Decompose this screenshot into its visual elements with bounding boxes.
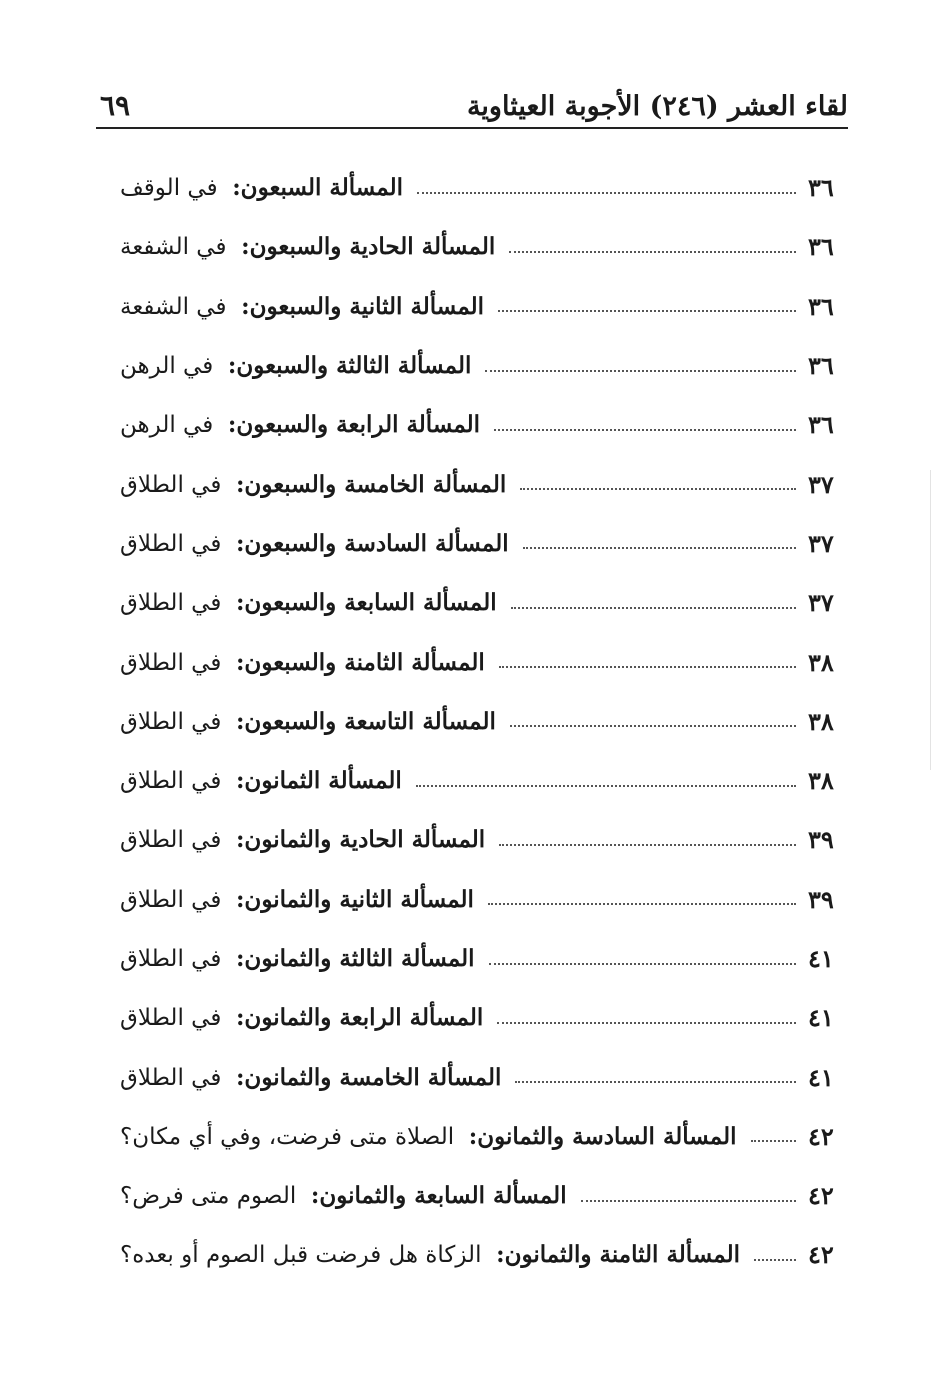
toc-entry-topic: في الطلاق xyxy=(120,946,222,972)
toc-entry-topic: في الطلاق xyxy=(120,886,222,913)
toc-entry-title xyxy=(120,708,496,735)
toc-entry-title xyxy=(120,649,485,676)
toc-entry-title xyxy=(120,352,471,379)
toc-entry-topic: في الطلاق xyxy=(120,471,222,498)
toc-entry-title xyxy=(120,411,480,438)
toc-entry-topic: الزكاة هل فرضت قبل الصوم أو بعده؟ xyxy=(120,1242,482,1269)
toc-entry-page: ٣٦ xyxy=(808,291,834,321)
toc-entry xyxy=(120,810,842,869)
toc-entry-title xyxy=(120,945,475,972)
toc-entry-topic: في الطلاق xyxy=(120,649,222,676)
dot-leader xyxy=(499,844,796,846)
toc-entry-title xyxy=(120,1182,567,1209)
toc-entry xyxy=(120,632,842,691)
toc-entry-label: المسألة الرابعة والثمانون: xyxy=(235,1004,484,1032)
dot-leader xyxy=(751,1140,796,1142)
page-number: ٦٩ xyxy=(100,89,131,122)
dot-leader xyxy=(417,192,796,194)
toc-entry-title xyxy=(120,886,474,913)
toc-entry-page: ٣٩ xyxy=(808,825,834,855)
toc-entry xyxy=(120,751,842,810)
toc-entry-page: ٣٦ xyxy=(808,232,834,262)
toc-entry-topic: في الوقف xyxy=(120,175,218,202)
toc-entry xyxy=(120,1166,842,1225)
dot-leader xyxy=(581,1200,796,1202)
toc-entry-page: ٣٧ xyxy=(808,469,834,499)
toc-entry-topic: في الطلاق xyxy=(120,768,222,795)
dot-leader xyxy=(754,1259,796,1261)
dot-leader xyxy=(498,310,796,312)
dot-leader xyxy=(485,370,796,372)
dot-leader xyxy=(489,963,796,965)
toc-entry-page: ٣٩ xyxy=(808,884,834,914)
toc-entry-title xyxy=(120,233,495,260)
toc-entry xyxy=(120,454,842,513)
toc-entry xyxy=(120,988,842,1047)
toc-entry-label: المسألة الثانية والسبعون: xyxy=(241,292,485,320)
toc-entry-page: ٣٨ xyxy=(808,647,834,677)
toc-entry-label: المسألة الثانية والثمانون: xyxy=(235,885,474,913)
toc-entry-topic: في الرهن xyxy=(120,412,214,439)
toc-entry-page: ٣٦ xyxy=(808,173,834,203)
toc-entry-label: المسألة الحادية والثمانون: xyxy=(235,826,486,854)
dot-leader xyxy=(520,488,796,490)
toc-entry-topic: الصلاة متى فرضت، وفي أي مكان؟ xyxy=(120,1123,455,1150)
toc-entry xyxy=(120,573,842,632)
dot-leader xyxy=(509,251,796,253)
dot-leader xyxy=(416,785,796,787)
toc-entry xyxy=(120,217,842,276)
dot-leader xyxy=(523,547,796,549)
toc-entry-page: ٣٨ xyxy=(808,706,834,736)
toc-entry-title xyxy=(120,767,402,794)
toc-entry-title xyxy=(120,1004,483,1031)
toc-entry xyxy=(120,1225,842,1284)
page-edge-shadow xyxy=(930,470,931,770)
toc-entry-title xyxy=(120,1064,501,1091)
toc-entry xyxy=(120,929,842,988)
dot-leader xyxy=(499,666,796,668)
toc-entry-title xyxy=(120,293,484,320)
toc-entry-label: المسألة الثالثة والسبعون: xyxy=(227,352,472,380)
running-header-title: لقاء العشر (٢٤٦) الأجوبة العيثاوية xyxy=(466,91,848,122)
toc-entry-page: ٣٧ xyxy=(808,528,834,558)
toc-entry-topic: في الرهن xyxy=(120,353,214,380)
header-rule xyxy=(96,127,848,129)
toc-entry xyxy=(120,514,842,573)
toc-entry-topic: في الطلاق xyxy=(120,708,222,735)
toc-entry-label: المسألة الثامنة والثمانون: xyxy=(496,1241,741,1269)
toc-entry-label: المسألة الثامنة والسبعون: xyxy=(235,648,485,676)
toc-entry-page: ٤١ xyxy=(808,1062,834,1092)
toc-entry xyxy=(120,395,842,454)
toc-entry-label: المسألة السادسة والسبعون: xyxy=(235,529,509,557)
toc-entry-title xyxy=(120,589,497,616)
toc-entry-topic: في الطلاق xyxy=(120,590,222,617)
toc-entry xyxy=(120,158,842,217)
dot-leader xyxy=(488,903,796,905)
toc-entry xyxy=(120,870,842,929)
toc-entry-label: المسألة الرابعة والسبعون: xyxy=(227,411,481,439)
toc-entry-label: المسألة السابعة والسبعون: xyxy=(235,589,497,617)
toc-entry-label: المسألة الحادية والسبعون: xyxy=(241,233,496,261)
toc-entry-topic: في الشفعة xyxy=(120,234,227,261)
toc-entry-topic: في الطلاق xyxy=(120,1005,222,1032)
toc-entry-title xyxy=(120,471,506,498)
dot-leader xyxy=(494,429,796,431)
toc-entry-page: ٤٢ xyxy=(808,1121,834,1151)
toc-entry-page: ٤٢ xyxy=(808,1181,834,1211)
toc-entry-title xyxy=(120,174,403,201)
toc-entry-page: ٣٧ xyxy=(808,588,834,618)
toc-entry-title xyxy=(120,530,509,557)
dot-leader xyxy=(497,1022,796,1024)
toc-entry-topic: في الطلاق xyxy=(120,1064,222,1091)
toc-entry-label: المسألة التاسعة والسبعون: xyxy=(235,707,496,735)
toc-entry-title xyxy=(120,1241,740,1268)
table-of-contents xyxy=(120,158,842,1285)
toc-entry-page: ٣٦ xyxy=(808,410,834,440)
toc-entry-label: المسألة السابعة والثمانون: xyxy=(310,1182,567,1210)
toc-entry-page: ٣٦ xyxy=(808,351,834,381)
toc-entry-label: المسألة الثمانون: xyxy=(235,767,402,795)
toc-entry-title xyxy=(120,826,485,853)
dot-leader xyxy=(511,607,796,609)
toc-entry-page: ٣٨ xyxy=(808,766,834,796)
toc-entry-label: المسألة السادسة والثمانون: xyxy=(468,1122,737,1150)
toc-entry-topic: في الطلاق xyxy=(120,827,222,854)
toc-entry-label: المسألة السبعون: xyxy=(232,174,403,202)
toc-entry xyxy=(120,277,842,336)
dot-leader xyxy=(510,725,796,727)
dot-leader xyxy=(515,1081,796,1083)
toc-entry-topic: الصوم متى فرض؟ xyxy=(120,1183,297,1210)
toc-entry-topic: في الشفعة xyxy=(120,293,227,320)
toc-entry xyxy=(120,336,842,395)
toc-entry-label: المسألة الخامسة والثمانون: xyxy=(235,1063,502,1091)
toc-entry-title xyxy=(120,1123,737,1150)
toc-entry xyxy=(120,1107,842,1166)
toc-entry-page: ٤٢ xyxy=(808,1240,834,1270)
toc-entry-page: ٤١ xyxy=(808,944,834,973)
toc-entry-page: ٤١ xyxy=(808,1003,834,1033)
toc-entry xyxy=(120,692,842,751)
running-header xyxy=(96,78,848,128)
toc-entry-label: المسألة الخامسة والسبعون: xyxy=(235,470,507,498)
toc-entry-topic: في الطلاق xyxy=(120,530,222,557)
toc-entry xyxy=(120,1047,842,1106)
toc-entry-label: المسألة الثالثة والثمانون: xyxy=(235,945,475,972)
